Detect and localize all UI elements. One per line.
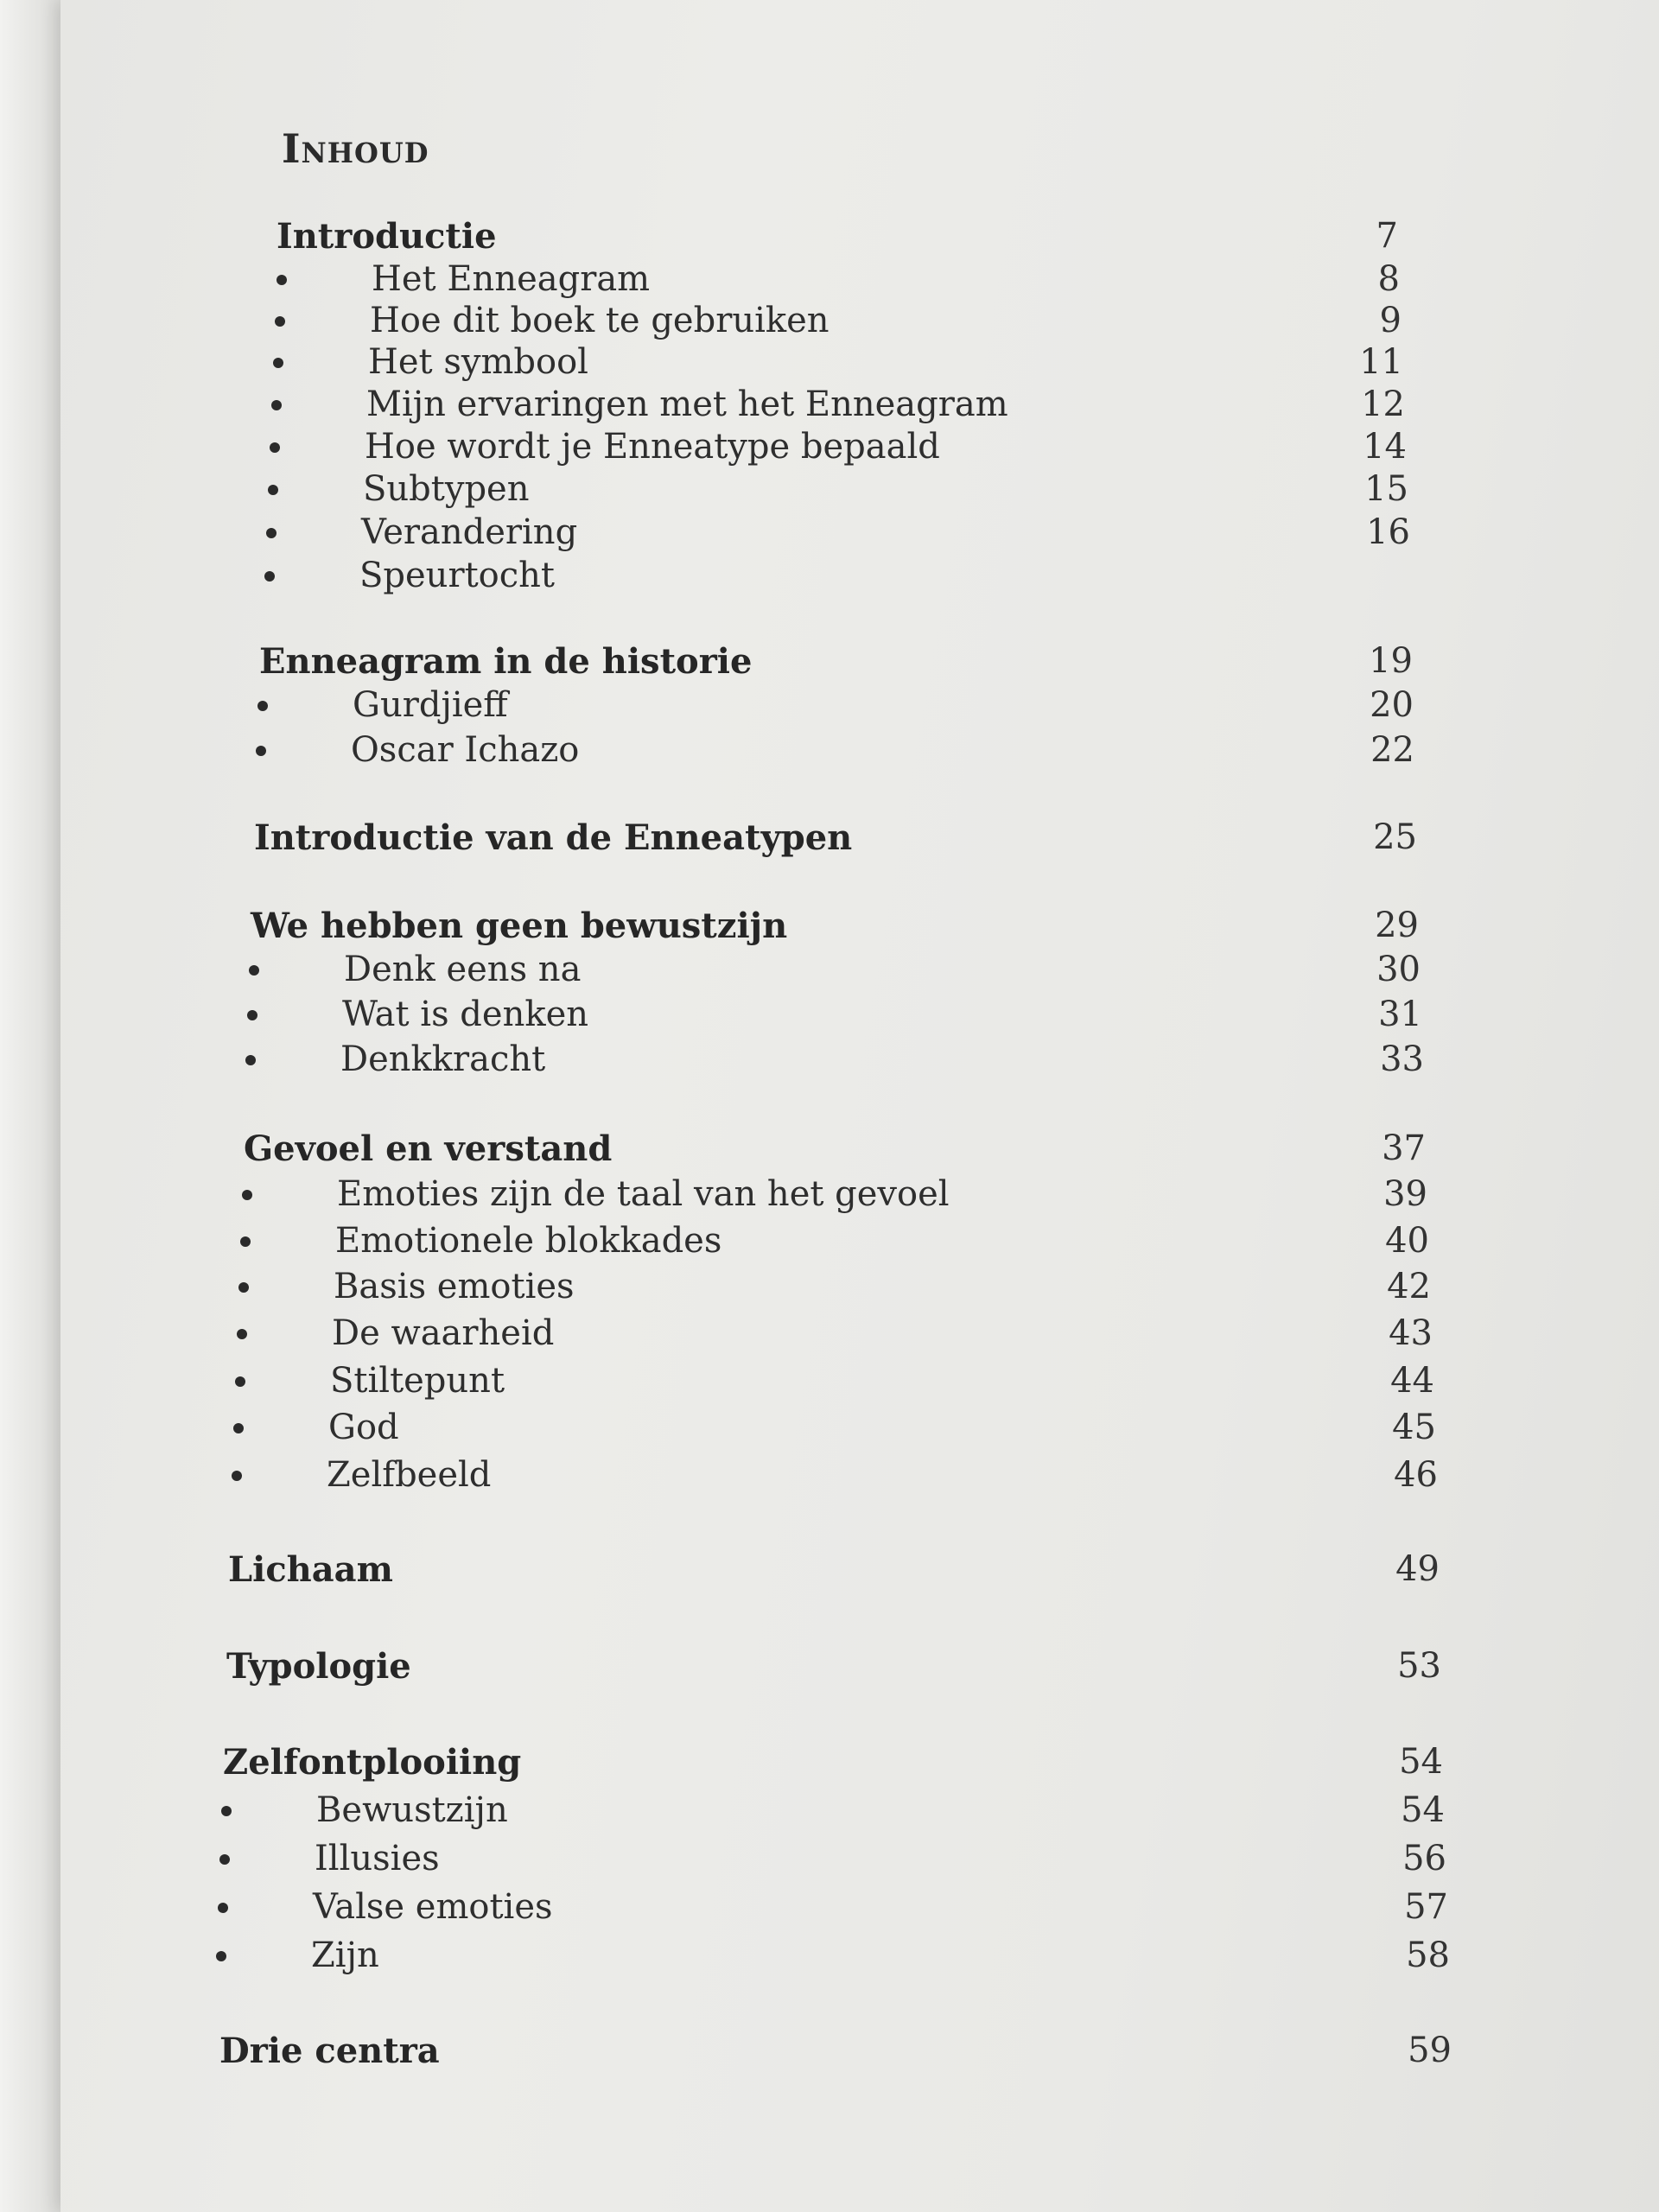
- toc-section[interactable]: [259, 641, 1413, 683]
- toc-title: Inhoud: [282, 125, 429, 172]
- page-number: 30: [1376, 950, 1421, 989]
- page-number: 19: [1369, 641, 1413, 681]
- page-number: 45: [1392, 1408, 1436, 1447]
- toc-subitem[interactable]: [242, 1174, 1427, 1216]
- page-number: 37: [1382, 1128, 1426, 1168]
- bullet-icon: [218, 1903, 228, 1913]
- toc-section[interactable]: [244, 1128, 1426, 1170]
- subitem-label: Mijn ervaringen met het Enneagram: [366, 385, 1008, 424]
- subitem-label: De waarheid: [332, 1313, 555, 1353]
- subitem-label: Oscar Ichazo: [351, 730, 580, 770]
- bullet-icon: [238, 1282, 249, 1293]
- bullet-icon: [237, 1329, 247, 1339]
- toc-subitem[interactable]: [238, 1267, 1431, 1308]
- bullet-icon: [268, 485, 278, 495]
- subitem-label: Het symbool: [368, 342, 588, 382]
- bullet-icon: [232, 1471, 242, 1481]
- page-number: 59: [1408, 2031, 1452, 2070]
- toc-subitem[interactable]: [232, 1455, 1438, 1497]
- page-number: 20: [1370, 685, 1414, 725]
- toc-subitem[interactable]: [240, 1221, 1429, 1262]
- subitem-label: Illusies: [315, 1839, 440, 1878]
- section-title: Enneagram in de historie: [259, 641, 753, 682]
- toc-section[interactable]: [219, 2031, 1452, 2072]
- toc-subitem[interactable]: [221, 1790, 1445, 1832]
- bullet-icon: [256, 746, 266, 756]
- page-number: 44: [1390, 1361, 1434, 1401]
- subitem-label: Basis emoties: [334, 1267, 575, 1306]
- page-number: 8: [1377, 259, 1400, 299]
- subitem-label: Emotionele blokkades: [335, 1221, 722, 1261]
- subitem-label: Valse emoties: [313, 1887, 553, 1927]
- toc-subitem[interactable]: [264, 556, 1412, 597]
- toc-subitem[interactable]: [256, 730, 1414, 772]
- subitem-label: Verandering: [361, 512, 578, 552]
- toc-section[interactable]: [276, 216, 1398, 257]
- page-number: 42: [1387, 1267, 1431, 1306]
- toc-section[interactable]: [251, 906, 1419, 947]
- toc-subitem[interactable]: [276, 259, 1400, 301]
- page-number: 12: [1361, 385, 1405, 424]
- toc-subitem[interactable]: [266, 512, 1410, 554]
- subitem-label: Het Enneagram: [372, 259, 651, 299]
- subitem-label: Bewustzijn: [316, 1790, 508, 1830]
- subitem-label: Denkkracht: [340, 1039, 546, 1079]
- page-number: 14: [1363, 427, 1407, 467]
- page-number: 16: [1366, 512, 1410, 552]
- page-number: 43: [1389, 1313, 1433, 1353]
- subitem-label: Hoe wordt je Enneatype bepaald: [365, 427, 940, 467]
- subitem-label: Stiltepunt: [330, 1361, 505, 1401]
- bullet-icon: [275, 316, 285, 327]
- toc-subitem[interactable]: [270, 427, 1407, 468]
- bullet-icon: [216, 1951, 226, 1961]
- subitem-label: Speurtocht: [359, 556, 555, 595]
- page-number: 25: [1373, 817, 1417, 857]
- bullet-icon: [221, 1806, 232, 1816]
- toc-subitem[interactable]: [233, 1408, 1436, 1449]
- bullet-icon: [245, 1055, 256, 1065]
- toc-section[interactable]: [223, 1742, 1443, 1783]
- page-number: 39: [1383, 1174, 1427, 1214]
- section-title: Introductie van de Enneatypen: [254, 817, 853, 858]
- page-number: 11: [1359, 342, 1403, 382]
- bullet-icon: [266, 528, 276, 538]
- section-title: Zelfontplooiing: [223, 1742, 522, 1783]
- page-number: 22: [1370, 730, 1414, 770]
- toc-section[interactable]: [226, 1646, 1441, 1688]
- toc-subitem[interactable]: [216, 1936, 1450, 1977]
- subitem-label: Subtypen: [363, 469, 530, 509]
- bullet-icon: [276, 275, 287, 285]
- section-title: Lichaam: [228, 1549, 393, 1590]
- bullet-icon: [242, 1190, 252, 1200]
- section-title: Typologie: [226, 1646, 411, 1687]
- bullet-icon: [219, 1854, 230, 1865]
- section-title: Gevoel en verstand: [244, 1128, 613, 1169]
- section-title: Introductie: [276, 216, 497, 257]
- page-number: 31: [1378, 995, 1422, 1034]
- page-number: 49: [1395, 1549, 1440, 1589]
- toc-subitem[interactable]: [257, 685, 1414, 727]
- subitem-label: Wat is denken: [342, 995, 589, 1034]
- toc-section[interactable]: [228, 1549, 1440, 1591]
- bullet-icon: [247, 1010, 257, 1020]
- bullet-icon: [235, 1376, 245, 1387]
- toc-subitem[interactable]: [268, 469, 1408, 511]
- toc-subitem[interactable]: [273, 342, 1403, 384]
- subitem-label: God: [328, 1408, 399, 1447]
- page-number: 40: [1385, 1221, 1429, 1261]
- subitem-label: Denk eens na: [344, 950, 582, 989]
- page-number: 56: [1402, 1839, 1446, 1878]
- page-number: 46: [1394, 1455, 1438, 1495]
- toc-subitem[interactable]: [245, 1039, 1424, 1081]
- page-number: 7: [1376, 216, 1398, 256]
- bullet-icon: [257, 701, 268, 711]
- page-number: 54: [1399, 1742, 1443, 1782]
- toc-subitem[interactable]: [247, 995, 1422, 1036]
- toc-subitem[interactable]: [249, 950, 1421, 991]
- bullet-icon: [273, 358, 283, 368]
- bullet-icon: [233, 1423, 244, 1433]
- bullet-icon: [249, 965, 259, 976]
- subitem-label: Gurdjieff: [353, 685, 508, 725]
- section-title: We hebben geen bewustzijn: [251, 906, 788, 946]
- subitem-label: Emoties zijn de taal van het gevoel: [337, 1174, 950, 1214]
- page-number: 29: [1375, 906, 1419, 945]
- page-number: 53: [1397, 1646, 1441, 1686]
- page-number: 57: [1404, 1887, 1448, 1927]
- toc-subitem[interactable]: [219, 1839, 1446, 1880]
- bullet-icon: [271, 400, 282, 410]
- page-number: 33: [1380, 1039, 1424, 1079]
- page-number: 9: [1379, 301, 1402, 340]
- page-number: 54: [1401, 1790, 1445, 1830]
- toc-subitem[interactable]: [235, 1361, 1434, 1402]
- subitem-label: Hoe dit boek te gebruiken: [370, 301, 830, 340]
- bullet-icon: [270, 442, 280, 453]
- section-title: Drie centra: [219, 2031, 440, 2071]
- toc-subitem[interactable]: [218, 1887, 1448, 1929]
- toc-subitem[interactable]: [271, 385, 1405, 426]
- subitem-label: Zelfbeeld: [327, 1455, 492, 1495]
- subitem-label: Zijn: [311, 1936, 379, 1975]
- toc-subitem[interactable]: [275, 301, 1402, 342]
- page-number: 15: [1364, 469, 1408, 509]
- bullet-icon: [240, 1236, 251, 1247]
- toc-section[interactable]: [254, 817, 1417, 859]
- toc-subitem[interactable]: [237, 1313, 1433, 1355]
- bullet-icon: [264, 571, 275, 582]
- page-number: 58: [1406, 1936, 1450, 1975]
